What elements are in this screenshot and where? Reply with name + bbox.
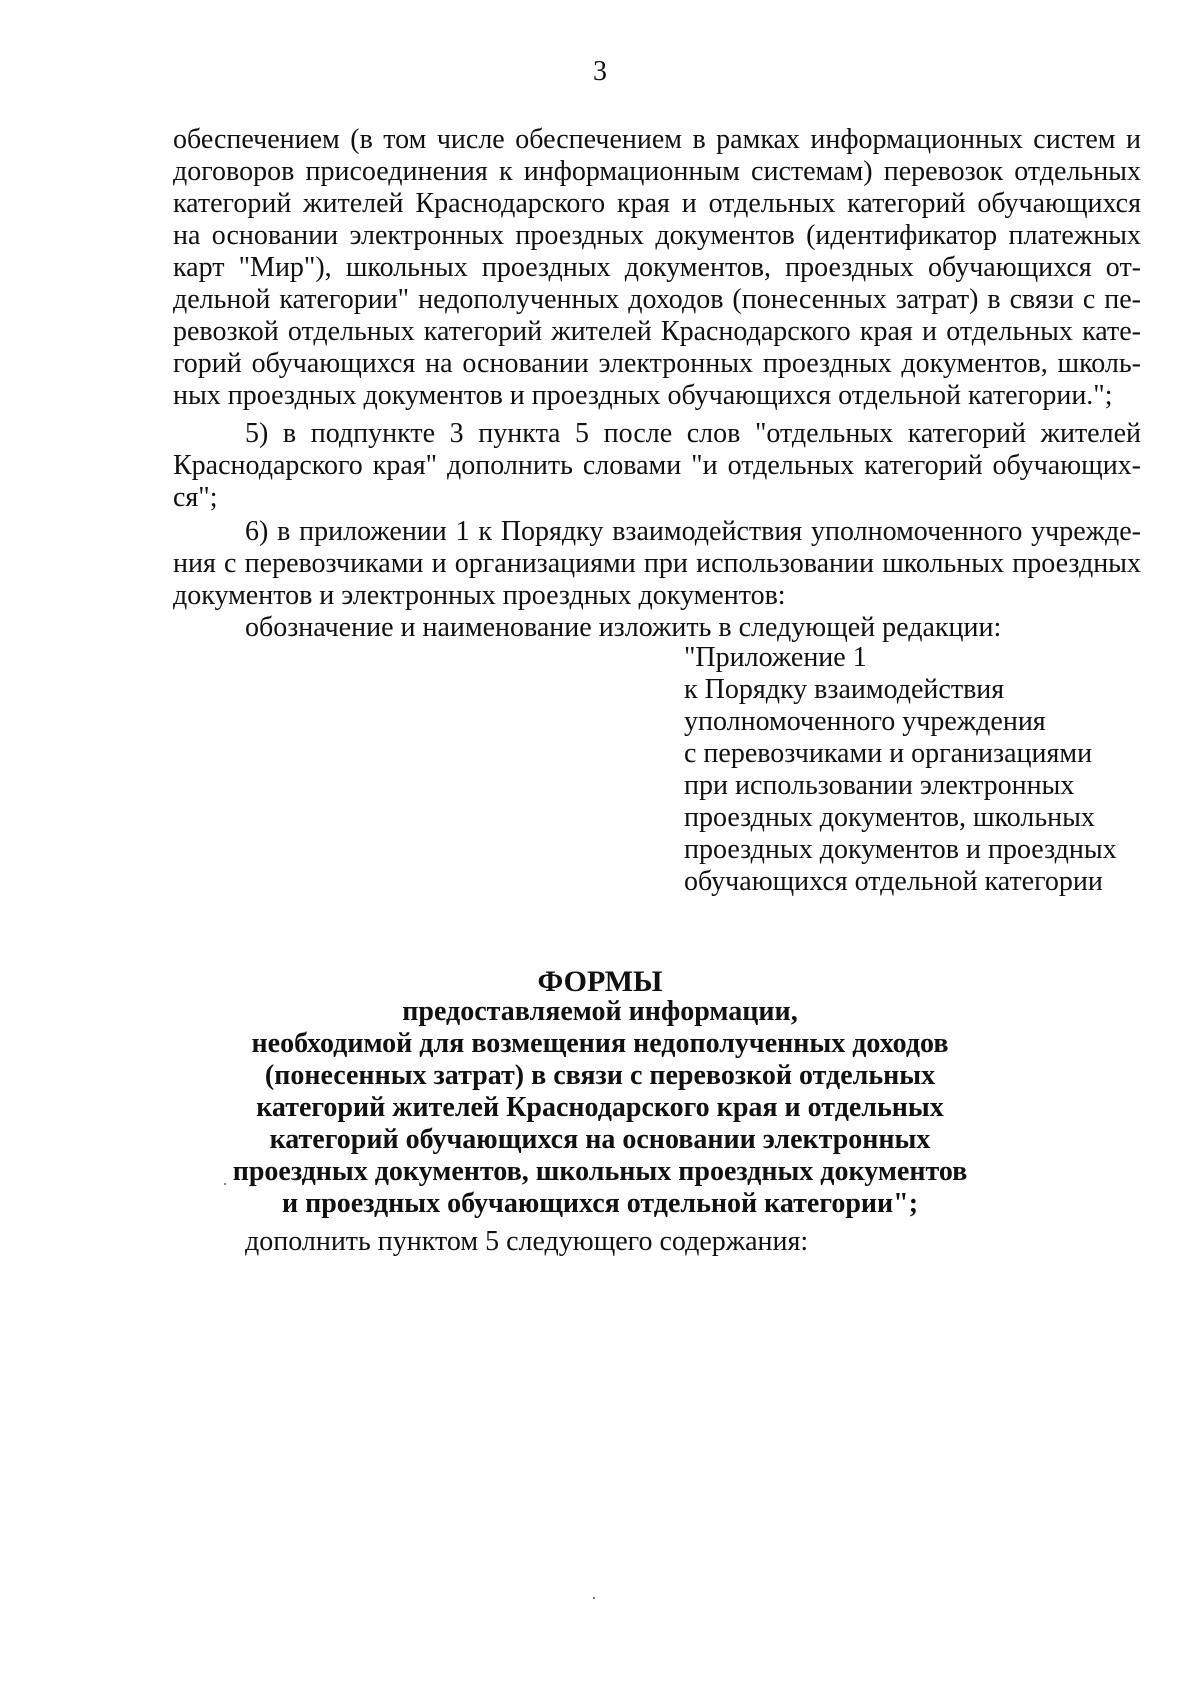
scan-speck bbox=[224, 1183, 226, 1185]
forms-title-line: проездных документов, школьных проездных документов bbox=[232, 1156, 968, 1187]
annex-line: уполномоченного учреждения bbox=[684, 706, 1046, 737]
annex-line: проездных документов, школьных bbox=[684, 802, 1095, 833]
paragraph-line: Краснодарского края" дополнить словами "и отдельных категорий обучающих- bbox=[173, 450, 1141, 481]
annex-line: проездных документов и проездных bbox=[684, 834, 1117, 865]
paragraph-line: ных проездных документов и проездных обучающихся отдельной категории."; bbox=[173, 380, 1113, 411]
forms-title-line: и проездных обучающихся отдельной категории"; bbox=[281, 1188, 919, 1219]
forms-title-line: (понесенных затрат) в связи с перевозкой отдельных bbox=[264, 1060, 936, 1091]
annex-line: при использовании электронных bbox=[684, 770, 1075, 801]
paragraph-line: дельной категории" недополученных доходов (понесенных затрат) в связи с пе- bbox=[173, 284, 1141, 315]
paragraph-line: договоров присоединения к информационным системам) перевозок отдельных bbox=[173, 156, 1141, 187]
paragraph-item-5 bbox=[173, 418, 1141, 514]
page-number: 3 bbox=[593, 56, 607, 87]
paragraph-line: горий обучающихся на основании электронных проездных документов, школь- bbox=[173, 348, 1141, 379]
annex-line: к Порядку взаимодействия bbox=[684, 674, 1005, 705]
paragraph-continuation bbox=[173, 124, 1141, 412]
paragraph-line: ревозкой отдельных категорий жителей Краснодарского края и отдельных кате- bbox=[173, 316, 1141, 347]
scan-speck bbox=[593, 1597, 595, 1599]
forms-title-line: предоставляемой информации, bbox=[402, 996, 798, 1027]
forms-title bbox=[0, 996, 1200, 1220]
forms-title-line: категорий обучающихся на основании электронных bbox=[269, 1124, 931, 1155]
forms-title-line: категорий жителей Краснодарского края и отдельных bbox=[256, 1092, 944, 1123]
paragraph-item-6 bbox=[173, 516, 1141, 644]
paragraph-line: ся"; bbox=[173, 482, 218, 513]
paragraph-line: документов и электронных проездных документов: bbox=[173, 580, 786, 611]
paragraph-line: на основании электронных проездных документов (идентификатор платежных bbox=[173, 220, 1141, 251]
paragraph-line: 6) в приложении 1 к Порядку взаимодействия уполномоченного учрежде- bbox=[245, 516, 1141, 547]
paragraph-line: обозначение и наименование изложить в следующей редакции: bbox=[245, 612, 1002, 643]
forms-title-line: необходимой для возмещения недополученных доходов bbox=[251, 1028, 949, 1059]
annex-line: с перевозчиками и организациями bbox=[684, 738, 1093, 769]
paragraph-line: ния с перевозчиками и организациями при использовании школьных проездных bbox=[173, 548, 1141, 579]
paragraph-line: 5) в подпункте 3 пункта 5 после слов "отдельных категорий жителей bbox=[245, 418, 1141, 449]
forms-heading: ФОРМЫ bbox=[537, 965, 663, 998]
annex-line: обучающихся отдельной категории bbox=[684, 866, 1103, 897]
annex-heading bbox=[684, 642, 1144, 898]
paragraph-line: категорий жителей Краснодарского края и отдельных категорий обучающихся bbox=[173, 188, 1141, 219]
final-instruction: дополнить пунктом 5 следующего содержания: bbox=[245, 1226, 809, 1257]
annex-line: "Приложение 1 bbox=[684, 642, 867, 673]
paragraph-line: карт "Мир"), школьных проездных документов, проездных обучающихся от- bbox=[173, 252, 1141, 283]
paragraph-line: обеспечением (в том числе обеспечением в рамках информационных систем и bbox=[173, 124, 1141, 155]
